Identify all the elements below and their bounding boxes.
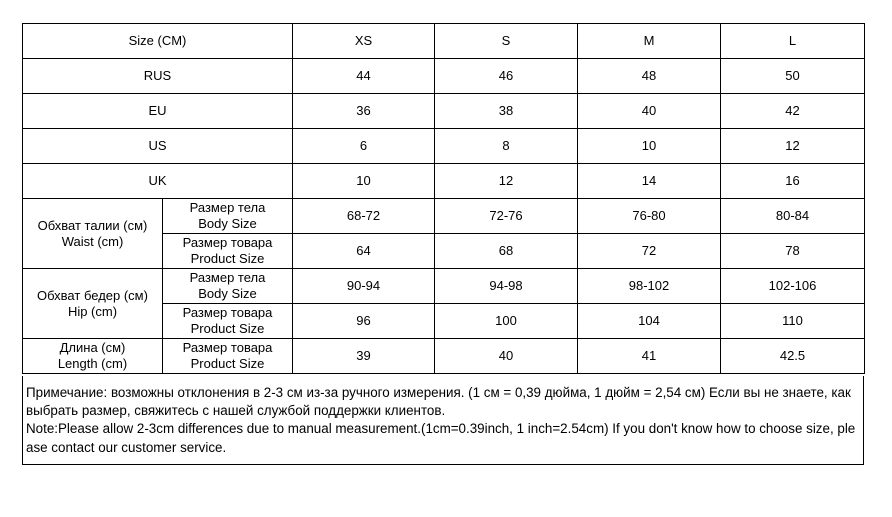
table-cell: 98-102 — [578, 269, 721, 304]
row-label-eu: EU — [23, 94, 293, 129]
measurement-note — [22, 376, 864, 465]
table-cell: 50 — [721, 59, 865, 94]
table-cell: 72 — [578, 234, 721, 269]
table-cell: 10 — [293, 164, 435, 199]
table-cell: 38 — [435, 94, 578, 129]
table-row — [23, 164, 865, 199]
table-cell: 40 — [578, 94, 721, 129]
table-cell: 44 — [293, 59, 435, 94]
sub-label-body-size: Размер тела Body Size — [163, 269, 293, 304]
header-size-l: L — [721, 24, 865, 59]
group-label-waist: Обхват талии (см) Waist (cm) — [23, 199, 163, 269]
table-cell: 48 — [578, 59, 721, 94]
table-cell: 42 — [721, 94, 865, 129]
table-cell: 12 — [721, 129, 865, 164]
table-row — [23, 129, 865, 164]
table-row — [23, 199, 865, 234]
note-russian: Примечание: возможны отклонения в 2-3 см из-за ручного измерения. (1 см = 0,39 дюйма, 1 дюйм = 2,54 см) Если вы не знаете, как выбрать размер, свяжитесь с нашей службой поддержки клиентов. — [26, 385, 851, 419]
table-cell: 78 — [721, 234, 865, 269]
table-cell: 100 — [435, 304, 578, 339]
table-cell: 46 — [435, 59, 578, 94]
sub-label-product-size: Размер товара Product Size — [163, 304, 293, 339]
header-size-xs: XS — [293, 24, 435, 59]
table-cell: 72-76 — [435, 199, 578, 234]
table-row — [23, 339, 865, 374]
sub-label-body-size: Размер тела Body Size — [163, 199, 293, 234]
table-cell: 90-94 — [293, 269, 435, 304]
table-cell: 104 — [578, 304, 721, 339]
header-size-label: Size (CM) — [23, 24, 293, 59]
table-cell: 94-98 — [435, 269, 578, 304]
table-cell: 14 — [578, 164, 721, 199]
header-row — [23, 24, 865, 59]
table-cell: 40 — [435, 339, 578, 374]
table-cell: 96 — [293, 304, 435, 339]
sub-label-product-size: Размер товара Product Size — [163, 339, 293, 374]
note-english: Note:Please allow 2-3cm differences due to manual measurement.(1cm=0.39inch, 1 inch=2.54cm) If you don't know how to choose size, please contact our customer service. — [26, 421, 856, 455]
table-cell: 36 — [293, 94, 435, 129]
table-cell: 110 — [721, 304, 865, 339]
row-label-uk: UK — [23, 164, 293, 199]
table-cell: 6 — [293, 129, 435, 164]
group-label-length: Длина (см) Length (cm) — [23, 339, 163, 374]
table-cell: 64 — [293, 234, 435, 269]
table-cell: 80-84 — [721, 199, 865, 234]
size-chart-table — [22, 23, 865, 374]
row-label-rus: RUS — [23, 59, 293, 94]
row-label-us: US — [23, 129, 293, 164]
table-cell: 76-80 — [578, 199, 721, 234]
table-row — [23, 94, 865, 129]
table-cell: 39 — [293, 339, 435, 374]
table-cell: 16 — [721, 164, 865, 199]
table-cell: 102-106 — [721, 269, 865, 304]
table-row — [23, 269, 865, 304]
table-cell: 12 — [435, 164, 578, 199]
table-cell: 41 — [578, 339, 721, 374]
table-row — [23, 59, 865, 94]
group-label-hip: Обхват бедер (см) Hip (cm) — [23, 269, 163, 339]
table-cell: 68 — [435, 234, 578, 269]
table-cell: 10 — [578, 129, 721, 164]
table-cell: 8 — [435, 129, 578, 164]
header-size-s: S — [435, 24, 578, 59]
table-cell: 68-72 — [293, 199, 435, 234]
header-size-m: M — [578, 24, 721, 59]
sub-label-product-size: Размер товара Product Size — [163, 234, 293, 269]
table-cell: 42.5 — [721, 339, 865, 374]
